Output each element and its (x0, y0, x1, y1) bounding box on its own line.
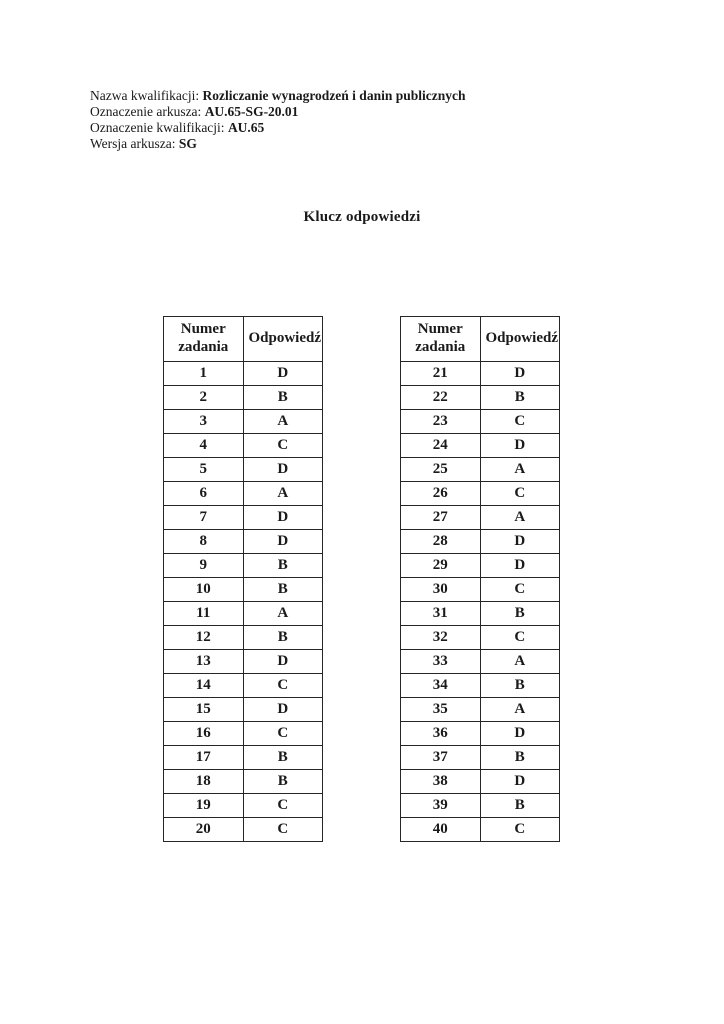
header-answer: Odpowiedź (480, 317, 560, 362)
meta-value: AU.65 (227, 120, 265, 135)
table-row (401, 746, 560, 770)
answer-cell: B (480, 386, 560, 410)
task-number-cell: 6 (164, 482, 244, 506)
answer-cell: D (243, 506, 323, 530)
task-number-cell: 29 (401, 554, 481, 578)
task-number-cell: 40 (401, 818, 481, 842)
table-row (401, 698, 560, 722)
task-number-cell: 36 (401, 722, 481, 746)
task-number-cell: 21 (401, 362, 481, 386)
table-row (164, 410, 323, 434)
table-row (164, 722, 323, 746)
answer-cell: A (480, 650, 560, 674)
task-number-cell: 8 (164, 530, 244, 554)
table-row (401, 674, 560, 698)
answer-cell: D (243, 698, 323, 722)
task-number-cell: 31 (401, 602, 481, 626)
task-number-cell: 25 (401, 458, 481, 482)
table-row (401, 722, 560, 746)
answer-cell: B (243, 386, 323, 410)
table-header-row (401, 317, 560, 362)
table-row (164, 554, 323, 578)
answer-cell: C (243, 722, 323, 746)
answer-cell: B (243, 578, 323, 602)
answer-cell: B (243, 554, 323, 578)
table-row (164, 626, 323, 650)
answer-cell: D (480, 770, 560, 794)
table-row (401, 530, 560, 554)
meta-label: Oznaczenie kwalifikacji: (90, 120, 228, 135)
meta-line-sheet-version (90, 136, 465, 152)
task-number-cell: 35 (401, 698, 481, 722)
task-number-cell: 4 (164, 434, 244, 458)
task-number-cell: 27 (401, 506, 481, 530)
answer-cell: C (243, 818, 323, 842)
table-row (401, 794, 560, 818)
answer-cell: D (243, 362, 323, 386)
header-task-number: Numer zadania (401, 317, 481, 362)
answer-cell: C (480, 578, 560, 602)
table-row (164, 434, 323, 458)
header-answer: Odpowiedź (243, 317, 323, 362)
task-number-cell: 3 (164, 410, 244, 434)
task-number-cell: 38 (401, 770, 481, 794)
meta-label: Nazwa kwalifikacji: (90, 88, 203, 103)
meta-line-qualification-designation (90, 120, 465, 136)
table-row (401, 458, 560, 482)
task-number-cell: 23 (401, 410, 481, 434)
answer-cell: A (480, 698, 560, 722)
task-number-cell: 26 (401, 482, 481, 506)
table-row (164, 650, 323, 674)
task-number-cell: 2 (164, 386, 244, 410)
table-row (401, 386, 560, 410)
answer-cell: C (243, 794, 323, 818)
answer-cell: B (243, 746, 323, 770)
header-task-number: Numer zadania (164, 317, 244, 362)
answer-cell: D (243, 458, 323, 482)
answer-cell: B (480, 794, 560, 818)
answer-cell: D (480, 362, 560, 386)
meta-line-sheet-designation (90, 104, 465, 120)
answer-cell: A (480, 506, 560, 530)
task-number-cell: 15 (164, 698, 244, 722)
answer-cell: A (243, 410, 323, 434)
table-row (164, 770, 323, 794)
table-row (164, 530, 323, 554)
page-title: Klucz odpowiedzi (303, 209, 421, 225)
task-number-cell: 19 (164, 794, 244, 818)
meta-label: Wersja arkusza: (90, 136, 179, 151)
table-row (164, 602, 323, 626)
table-row (164, 578, 323, 602)
answer-cell: B (480, 602, 560, 626)
task-number-cell: 10 (164, 578, 244, 602)
table-row (401, 818, 560, 842)
task-number-cell: 24 (401, 434, 481, 458)
task-number-cell: 37 (401, 746, 481, 770)
task-number-cell: 30 (401, 578, 481, 602)
table-row (401, 434, 560, 458)
table-row (164, 794, 323, 818)
table-row (401, 482, 560, 506)
task-number-cell: 20 (164, 818, 244, 842)
task-number-cell: 5 (164, 458, 244, 482)
answer-cell: A (480, 458, 560, 482)
answer-cell: C (243, 434, 323, 458)
table-row (401, 506, 560, 530)
answer-cell: A (243, 602, 323, 626)
meta-value: AU.65-SG-20.01 (204, 104, 299, 119)
answer-tables (163, 316, 560, 842)
task-number-cell: 33 (401, 650, 481, 674)
answer-cell: D (243, 650, 323, 674)
task-number-cell: 9 (164, 554, 244, 578)
answer-table-tasks-1-20 (163, 316, 323, 842)
answer-cell: C (480, 410, 560, 434)
task-number-cell: 39 (401, 794, 481, 818)
table-row (164, 674, 323, 698)
task-number-cell: 13 (164, 650, 244, 674)
table-row (164, 386, 323, 410)
answer-cell: C (243, 674, 323, 698)
task-number-cell: 17 (164, 746, 244, 770)
table-row (401, 626, 560, 650)
answer-cell: B (243, 770, 323, 794)
task-number-cell: 7 (164, 506, 244, 530)
table-header-row (164, 317, 323, 362)
answer-cell: C (480, 626, 560, 650)
document-meta (90, 88, 465, 152)
answer-cell: D (480, 722, 560, 746)
table-row (164, 698, 323, 722)
table-row (164, 482, 323, 506)
answer-cell: D (480, 530, 560, 554)
task-number-cell: 18 (164, 770, 244, 794)
table-row (401, 578, 560, 602)
answer-cell: B (480, 746, 560, 770)
table-row (164, 746, 323, 770)
table-row (401, 650, 560, 674)
answer-cell: B (243, 626, 323, 650)
answer-table-tasks-21-40 (400, 316, 560, 842)
table-row (164, 458, 323, 482)
answer-cell: C (480, 818, 560, 842)
answer-cell: B (480, 674, 560, 698)
table-row (164, 506, 323, 530)
task-number-cell: 12 (164, 626, 244, 650)
task-number-cell: 14 (164, 674, 244, 698)
answer-cell: C (480, 482, 560, 506)
task-number-cell: 1 (164, 362, 244, 386)
table-row (401, 770, 560, 794)
task-number-cell: 28 (401, 530, 481, 554)
meta-value: Rozliczanie wynagrodzeń i danin publicznych (202, 88, 466, 103)
meta-value: SG (178, 136, 197, 151)
answer-cell: A (243, 482, 323, 506)
task-number-cell: 34 (401, 674, 481, 698)
table-row (401, 554, 560, 578)
meta-label: Oznaczenie arkusza: (90, 104, 205, 119)
table-row (164, 362, 323, 386)
table-row (401, 602, 560, 626)
table-row (164, 818, 323, 842)
table-row (401, 410, 560, 434)
answer-cell: D (243, 530, 323, 554)
meta-line-qualification-name (90, 88, 465, 104)
task-number-cell: 11 (164, 602, 244, 626)
answer-cell: D (480, 434, 560, 458)
task-number-cell: 16 (164, 722, 244, 746)
table-row (401, 362, 560, 386)
task-number-cell: 22 (401, 386, 481, 410)
task-number-cell: 32 (401, 626, 481, 650)
answer-cell: D (480, 554, 560, 578)
